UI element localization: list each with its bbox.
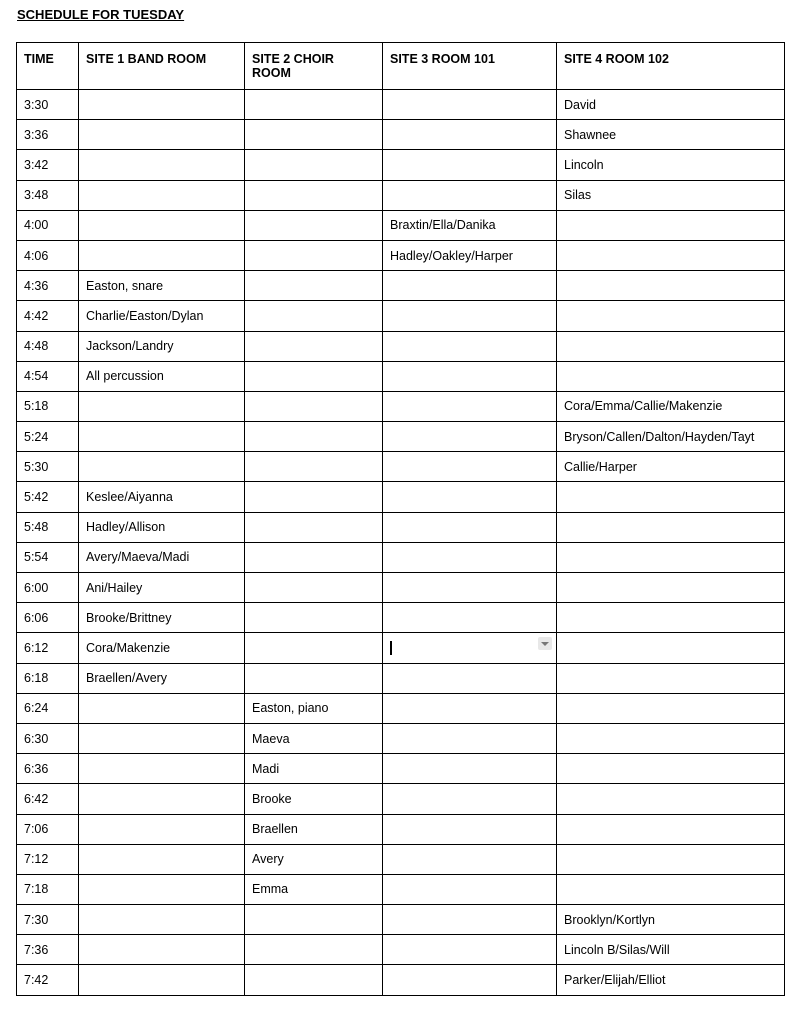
cell-site-2-choir-room[interactable] <box>245 361 383 391</box>
table-row <box>17 240 785 270</box>
time-label: 6:42 <box>24 791 49 806</box>
time-label: 6:18 <box>24 671 49 686</box>
cell-site-3-room-101[interactable] <box>383 482 557 512</box>
cell-site-2-choir-room[interactable] <box>245 754 383 784</box>
time-label: 7:12 <box>24 852 49 867</box>
cell-site-2-choir-room[interactable] <box>245 452 383 482</box>
cell-site-3-room-101[interactable] <box>383 663 557 693</box>
cell-site-2-choir-room[interactable] <box>245 210 383 240</box>
cell-time[interactable] <box>17 391 79 421</box>
time-label: 7:30 <box>24 912 49 927</box>
cell-site-1-band-room[interactable] <box>79 573 245 603</box>
cell-site-2-choir-room[interactable] <box>245 874 383 904</box>
table-row <box>17 935 785 965</box>
table-row <box>17 874 785 904</box>
cell-site-4-room-102[interactable] <box>557 452 785 482</box>
cell-site-3-room-101[interactable] <box>383 422 557 452</box>
table-row <box>17 150 785 180</box>
header-row <box>17 43 785 90</box>
cell-time[interactable] <box>17 965 79 995</box>
time-label: 7:42 <box>24 973 49 988</box>
cell-site-4-room-102[interactable] <box>557 844 785 874</box>
cell-time[interactable] <box>17 663 79 693</box>
cell-text: Cora/Makenzie <box>86 640 171 655</box>
table-row <box>17 180 785 210</box>
cell-site-1-band-room[interactable] <box>79 361 245 391</box>
cell-site-1-band-room[interactable] <box>79 482 245 512</box>
cell-time[interactable] <box>17 754 79 784</box>
cell-site-1-band-room[interactable] <box>79 391 245 421</box>
time-label: 6:30 <box>24 731 49 746</box>
cell-text: Lincoln <box>564 157 604 172</box>
cell-time[interactable] <box>17 210 79 240</box>
cell-site-4-room-102[interactable] <box>557 874 785 904</box>
cell-site-3-room-101[interactable] <box>383 542 557 572</box>
cell-site-1-band-room[interactable] <box>79 301 245 331</box>
table-row <box>17 120 785 150</box>
table-row <box>17 512 785 542</box>
table-row <box>17 90 785 120</box>
cell-site-4-room-102[interactable] <box>557 633 785 663</box>
cell-site-4-room-102[interactable] <box>557 814 785 844</box>
cell-time[interactable] <box>17 271 79 301</box>
cell-text: David <box>564 97 596 112</box>
header-time[interactable]: TIME <box>17 43 79 90</box>
cell-site-3-room-101[interactable] <box>383 935 557 965</box>
cell-site-4-room-102[interactable] <box>557 150 785 180</box>
cell-time[interactable] <box>17 542 79 572</box>
cell-site-4-room-102[interactable] <box>557 210 785 240</box>
cell-site-1-band-room[interactable] <box>79 271 245 301</box>
cell-site-1-band-room[interactable] <box>79 723 245 753</box>
time-label: 4:06 <box>24 248 49 263</box>
table-row <box>17 482 785 512</box>
page-title: SCHEDULE FOR TUESDAY <box>17 7 185 22</box>
cell-site-1-band-room[interactable] <box>79 874 245 904</box>
dropdown-arrow-icon[interactable] <box>538 637 552 650</box>
time-label: 4:54 <box>24 369 49 384</box>
cell-site-1-band-room[interactable] <box>79 150 245 180</box>
cell-site-1-band-room[interactable] <box>79 844 245 874</box>
cell-text: Lincoln B/Silas/Will <box>564 942 670 957</box>
time-label: 3:48 <box>24 188 49 203</box>
time-label: 7:06 <box>24 822 49 837</box>
cell-site-3-room-101[interactable] <box>383 693 557 723</box>
time-label: 6:36 <box>24 761 49 776</box>
cell-site-4-room-102[interactable] <box>557 482 785 512</box>
table-row <box>17 422 785 452</box>
cell-site-2-choir-room[interactable] <box>245 391 383 421</box>
cell-text: Brooke <box>252 791 292 806</box>
cell-site-4-room-102[interactable] <box>557 422 785 452</box>
cell-site-4-room-102[interactable] <box>557 754 785 784</box>
cell-time[interactable] <box>17 874 79 904</box>
cell-site-2-choir-room[interactable] <box>245 331 383 361</box>
cell-site-1-band-room[interactable] <box>79 180 245 210</box>
cell-site-4-room-102[interactable] <box>557 542 785 572</box>
table-row <box>17 723 785 753</box>
table-row <box>17 331 785 361</box>
cell-site-2-choir-room[interactable] <box>245 935 383 965</box>
time-label: 6:24 <box>24 701 49 716</box>
cell-site-1-band-room[interactable] <box>79 965 245 995</box>
cell-text: Cora/Emma/Callie/Makenzie <box>564 399 723 414</box>
active-cell[interactable] <box>383 633 557 663</box>
table-row <box>17 301 785 331</box>
cell-time[interactable] <box>17 301 79 331</box>
cell-site-4-room-102[interactable] <box>557 965 785 995</box>
table-row <box>17 784 785 814</box>
table-row <box>17 965 785 995</box>
header-site-2-choir-room[interactable]: SITE 2 CHOIR ROOM <box>245 43 383 90</box>
table-row <box>17 844 785 874</box>
table-row <box>17 573 785 603</box>
cell-site-4-room-102[interactable] <box>557 723 785 753</box>
table-row <box>17 814 785 844</box>
cell-site-3-room-101[interactable] <box>383 90 557 120</box>
cell-time[interactable] <box>17 784 79 814</box>
cell-time[interactable] <box>17 90 79 120</box>
table-row <box>17 603 785 633</box>
time-label: 4:36 <box>24 278 49 293</box>
time-label: 7:36 <box>24 942 49 957</box>
cell-text: Charlie/Easton/Dylan <box>86 308 204 323</box>
cell-site-3-room-101[interactable] <box>383 271 557 301</box>
cell-site-4-room-102[interactable] <box>557 361 785 391</box>
table-row <box>17 542 785 572</box>
cell-site-2-choir-room[interactable] <box>245 905 383 935</box>
cell-site-1-band-room[interactable] <box>79 905 245 935</box>
cell-time[interactable] <box>17 180 79 210</box>
cell-site-1-band-room[interactable] <box>79 422 245 452</box>
cell-site-1-band-room[interactable] <box>79 754 245 784</box>
cell-time[interactable] <box>17 844 79 874</box>
cell-text: Parker/Elijah/Elliot <box>564 973 666 988</box>
cell-site-3-room-101[interactable] <box>383 844 557 874</box>
cell-site-1-band-room[interactable] <box>79 90 245 120</box>
cell-site-4-room-102[interactable] <box>557 905 785 935</box>
time-label: 6:00 <box>24 580 49 595</box>
cell-text: Easton, snare <box>86 278 164 293</box>
cell-time[interactable] <box>17 240 79 270</box>
cell-site-2-choir-room[interactable] <box>245 603 383 633</box>
cell-site-1-band-room[interactable] <box>79 210 245 240</box>
table-row <box>17 271 785 301</box>
cell-site-3-room-101[interactable] <box>383 361 557 391</box>
time-label: 4:00 <box>24 218 49 233</box>
cell-time[interactable] <box>17 905 79 935</box>
text-cursor <box>390 641 392 655</box>
cell-site-1-band-room[interactable] <box>79 331 245 361</box>
cell-time[interactable] <box>17 331 79 361</box>
cell-site-1-band-room[interactable] <box>79 240 245 270</box>
cell-site-2-choir-room[interactable] <box>245 422 383 452</box>
cell-text: Emma <box>252 882 289 897</box>
cell-text: All percussion <box>86 369 164 384</box>
cell-text: Hadley/Oakley/Harper <box>390 248 513 263</box>
cell-site-2-choir-room[interactable] <box>245 542 383 572</box>
table-row <box>17 210 785 240</box>
cell-site-2-choir-room[interactable] <box>245 120 383 150</box>
time-label: 5:54 <box>24 550 49 565</box>
cell-site-3-room-101[interactable] <box>383 452 557 482</box>
cell-site-4-room-102[interactable] <box>557 331 785 361</box>
cell-text: Callie/Harper <box>564 459 637 474</box>
cell-site-4-room-102[interactable] <box>557 603 785 633</box>
cell-site-4-room-102[interactable] <box>557 663 785 693</box>
table-row <box>17 361 785 391</box>
cell-time[interactable] <box>17 935 79 965</box>
cell-site-3-room-101[interactable] <box>383 180 557 210</box>
cell-time[interactable] <box>17 603 79 633</box>
cell-site-4-room-102[interactable] <box>557 693 785 723</box>
cell-site-2-choir-room[interactable] <box>245 693 383 723</box>
cell-site-2-choir-room[interactable] <box>245 90 383 120</box>
time-label: 5:24 <box>24 429 49 444</box>
cell-text: Brooke/Brittney <box>86 610 172 625</box>
cell-site-1-band-room[interactable] <box>79 814 245 844</box>
time-label: 4:42 <box>24 308 49 323</box>
cell-text: Braxtin/Ella/Danika <box>390 218 496 233</box>
table-row <box>17 905 785 935</box>
table-row <box>17 693 785 723</box>
cell-text: Shawnee <box>564 127 617 142</box>
cell-site-4-room-102[interactable] <box>557 301 785 331</box>
cell-site-3-room-101[interactable] <box>383 723 557 753</box>
cell-site-3-room-101[interactable] <box>383 874 557 904</box>
time-label: 5:30 <box>24 459 49 474</box>
cell-site-3-room-101[interactable] <box>383 331 557 361</box>
cell-time[interactable] <box>17 573 79 603</box>
cell-time[interactable] <box>17 512 79 542</box>
cell-site-3-room-101[interactable] <box>383 120 557 150</box>
table-row <box>17 391 785 421</box>
cell-text: Ani/Hailey <box>86 580 143 595</box>
cell-site-3-room-101[interactable] <box>383 814 557 844</box>
schedule-table <box>16 42 785 996</box>
cell-site-4-room-102[interactable] <box>557 935 785 965</box>
cell-site-2-choir-room[interactable] <box>245 965 383 995</box>
cell-text: Hadley/Allison <box>86 520 166 535</box>
cell-text: Jackson/Landry <box>86 339 174 354</box>
cell-site-4-room-102[interactable] <box>557 573 785 603</box>
time-label: 5:18 <box>24 399 49 414</box>
cell-site-3-room-101[interactable] <box>383 905 557 935</box>
cell-site-3-room-101[interactable] <box>383 573 557 603</box>
cell-time[interactable] <box>17 452 79 482</box>
cell-site-3-room-101[interactable] <box>383 240 557 270</box>
cell-site-2-choir-room[interactable] <box>245 723 383 753</box>
cell-site-2-choir-room[interactable] <box>245 784 383 814</box>
cell-site-2-choir-room[interactable] <box>245 482 383 512</box>
time-label: 6:06 <box>24 610 49 625</box>
time-label: 3:36 <box>24 127 49 142</box>
cell-time[interactable] <box>17 150 79 180</box>
cell-time[interactable] <box>17 361 79 391</box>
cell-time[interactable] <box>17 120 79 150</box>
cell-site-3-room-101[interactable] <box>383 784 557 814</box>
cell-site-3-room-101[interactable] <box>383 301 557 331</box>
table-row <box>17 633 785 663</box>
time-label: 4:48 <box>24 339 49 354</box>
cell-site-4-room-102[interactable] <box>557 240 785 270</box>
table-row <box>17 754 785 784</box>
cell-site-2-choir-room[interactable] <box>245 240 383 270</box>
cell-site-2-choir-room[interactable] <box>245 301 383 331</box>
cell-site-2-choir-room[interactable] <box>245 271 383 301</box>
cell-time[interactable] <box>17 482 79 512</box>
cell-text: Avery <box>252 852 284 867</box>
cell-site-2-choir-room[interactable] <box>245 844 383 874</box>
cell-text: Madi <box>252 761 280 776</box>
cell-site-1-band-room[interactable] <box>79 935 245 965</box>
time-label: 5:48 <box>24 520 49 535</box>
cell-site-3-room-101[interactable] <box>383 150 557 180</box>
cell-site-4-room-102[interactable] <box>557 90 785 120</box>
cell-site-1-band-room[interactable] <box>79 512 245 542</box>
cell-site-4-room-102[interactable] <box>557 120 785 150</box>
time-label: 3:42 <box>24 157 49 172</box>
cell-site-4-room-102[interactable] <box>557 784 785 814</box>
cell-site-1-band-room[interactable] <box>79 542 245 572</box>
cell-site-3-room-101[interactable] <box>383 210 557 240</box>
cell-site-3-room-101[interactable] <box>383 391 557 421</box>
cell-site-2-choir-room[interactable] <box>245 814 383 844</box>
cell-site-4-room-102[interactable] <box>557 271 785 301</box>
table-row <box>17 663 785 693</box>
cell-site-1-band-room[interactable] <box>79 603 245 633</box>
cell-text: Braellen/Avery <box>86 671 168 686</box>
cell-text: Brooklyn/Kortlyn <box>564 912 656 927</box>
cell-site-2-choir-room[interactable] <box>245 573 383 603</box>
cell-time[interactable] <box>17 422 79 452</box>
header-site-1-band-room[interactable]: SITE 1 BAND ROOM <box>79 43 245 90</box>
cell-site-3-room-101[interactable] <box>383 512 557 542</box>
cell-text: Keslee/Aiyanna <box>86 490 173 505</box>
cell-site-1-band-room[interactable] <box>79 693 245 723</box>
cell-site-2-choir-room[interactable] <box>245 150 383 180</box>
cell-site-3-room-101[interactable] <box>383 754 557 784</box>
cell-site-1-band-room[interactable] <box>79 120 245 150</box>
time-label: 3:30 <box>24 97 49 112</box>
cell-site-4-room-102[interactable] <box>557 512 785 542</box>
cell-time[interactable] <box>17 814 79 844</box>
cell-text: Braellen <box>252 822 298 837</box>
header-site-3-room-101[interactable]: SITE 3 ROOM 101 <box>383 43 557 90</box>
cell-site-1-band-room[interactable] <box>79 784 245 814</box>
cell-site-2-choir-room[interactable] <box>245 633 383 663</box>
cell-site-1-band-room[interactable] <box>79 452 245 482</box>
cell-text: Easton, piano <box>252 701 329 716</box>
time-label: 7:18 <box>24 882 49 897</box>
cell-text: Avery/Maeva/Madi <box>86 550 190 565</box>
time-label: 6:12 <box>24 640 49 655</box>
cell-text: Bryson/Callen/Dalton/Hayden/Tayt <box>564 429 755 444</box>
cell-site-4-room-102[interactable] <box>557 391 785 421</box>
cell-text: Maeva <box>252 731 290 746</box>
cell-site-1-band-room[interactable] <box>79 633 245 663</box>
cell-site-2-choir-room[interactable] <box>245 512 383 542</box>
table-row <box>17 452 785 482</box>
cell-time[interactable] <box>17 723 79 753</box>
cell-site-3-room-101[interactable] <box>383 965 557 995</box>
cell-site-4-room-102[interactable] <box>557 180 785 210</box>
cell-site-3-room-101[interactable] <box>383 603 557 633</box>
cell-text: Silas <box>564 188 592 203</box>
cell-site-1-band-room[interactable] <box>79 663 245 693</box>
header-site-4-room-102[interactable]: SITE 4 ROOM 102 <box>557 43 785 90</box>
cell-time[interactable] <box>17 633 79 663</box>
time-label: 5:42 <box>24 490 49 505</box>
cell-time[interactable] <box>17 693 79 723</box>
cell-site-2-choir-room[interactable] <box>245 663 383 693</box>
cell-site-2-choir-room[interactable] <box>245 180 383 210</box>
